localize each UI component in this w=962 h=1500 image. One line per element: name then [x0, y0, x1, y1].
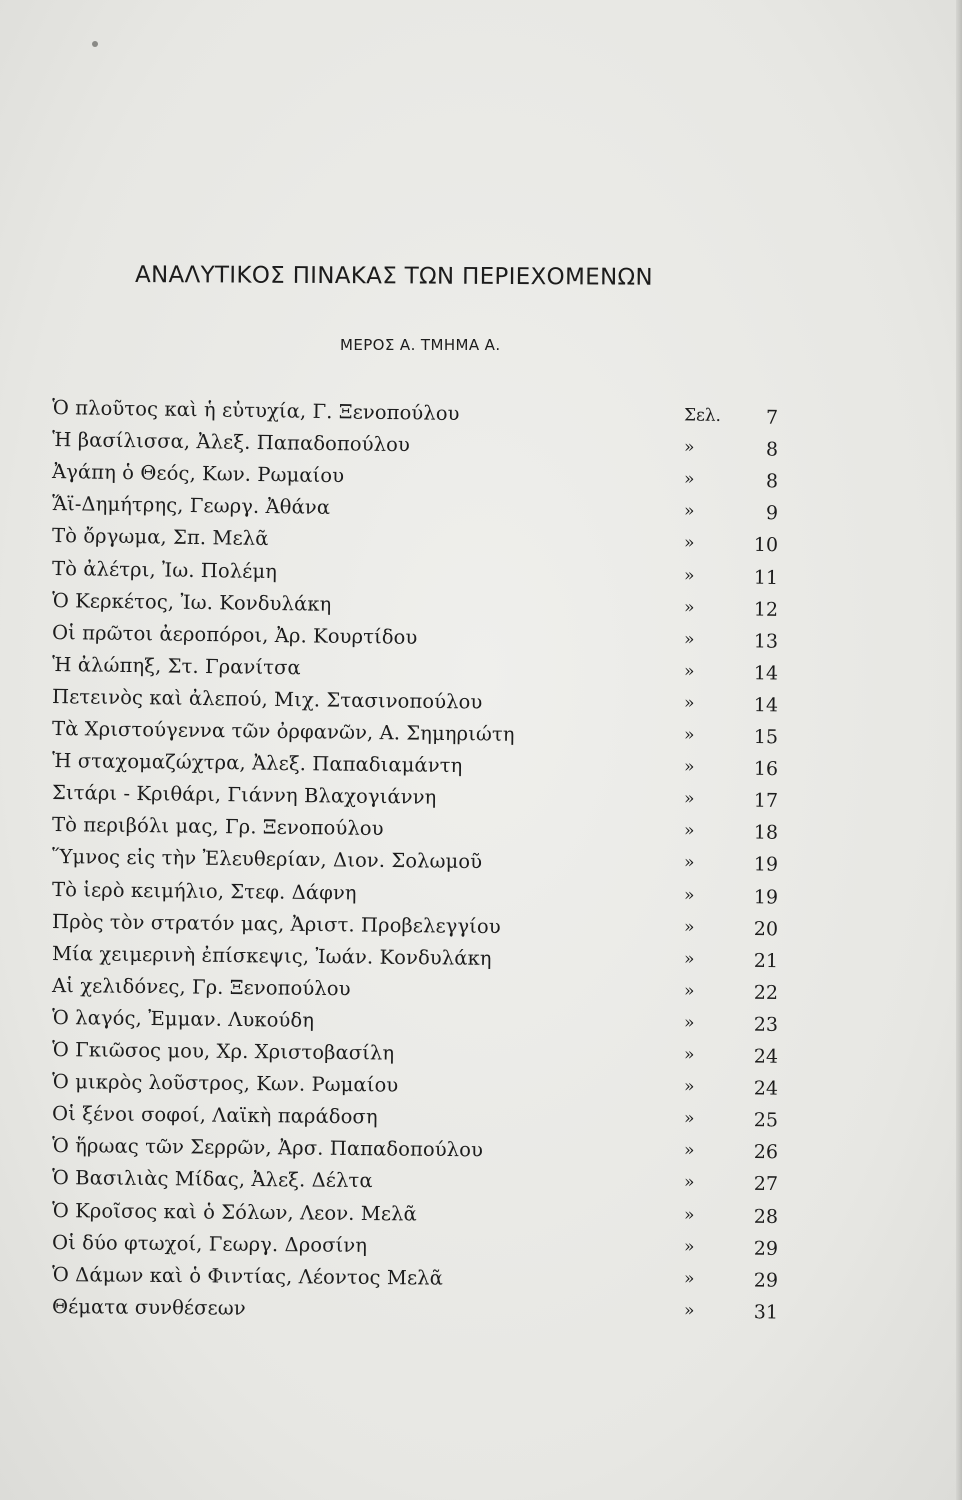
toc-entry-title: Τὸ ἀλέτρι, Ἰω. Πολέμη: [51, 556, 278, 583]
toc-entry-page-marker: »: [683, 1268, 695, 1289]
toc-entry-page-marker: Σελ.: [683, 405, 722, 426]
toc-entry-page-number: 24: [753, 1045, 779, 1068]
toc-entry-page-marker: »: [683, 1076, 695, 1097]
toc-entry-page-number: 11: [753, 566, 779, 589]
toc-entry-page-marker: »: [683, 469, 695, 490]
toc-entry-page-number: 13: [753, 630, 779, 653]
toc-entry-title: Πετεινὸς καὶ ἀλεπού, Μιχ. Στασινοπούλου: [51, 684, 483, 714]
toc-entry-page-marker: »: [683, 1204, 695, 1225]
toc-entry-page-marker: »: [683, 1172, 695, 1193]
toc-entry-title: Ἡ ἀλώπηξ, Στ. Γρανίτσα: [51, 652, 301, 680]
toc-entry-page-marker: »: [683, 501, 695, 522]
toc-entry-title: Ἀγάπη ὁ Θεός, Κων. Ρωμαίου: [51, 460, 345, 488]
toc-entry-title: Σιτάρι - Κριθάρι, Γιάννη Βλαχογιάννη: [51, 781, 437, 809]
toc-entry-page-marker: »: [683, 565, 695, 586]
toc-entry-page-number: 24: [753, 1077, 779, 1100]
toc-entry-page-number: 16: [753, 757, 779, 781]
toc-entry-page-number: 29: [753, 1269, 779, 1292]
toc-entry-title: Ὁ ἥρωας τῶν Σερρῶν, Ἀρσ. Παπαδοπούλου: [51, 1134, 484, 1162]
toc-entry-page-marker: »: [683, 533, 695, 554]
toc-entry-page-number: 19: [753, 853, 779, 877]
toc-entry-page-number: 20: [753, 917, 779, 940]
toc-entry-page-number: 22: [753, 981, 779, 1004]
toc-entry-page-marker: »: [683, 980, 695, 1001]
toc-entry-page-number: 23: [753, 1013, 779, 1036]
toc-entry-title: Ὁ μικρὸς λοῦστρος, Κων. Ρωμαίου: [51, 1070, 399, 1097]
toc-entry-page-number: 28: [753, 1205, 779, 1228]
toc-entry-page-number: 29: [753, 1237, 779, 1260]
toc-entry-title: Ὁ λαγός, Ἐμμαν. Λυκούδη: [51, 1005, 315, 1032]
toc-entry-page-number: 17: [753, 789, 779, 813]
section-subtitle: ΜΕΡΟΣ Α. ΤΜΗΜΑ Α.: [340, 336, 501, 354]
toc-entry-title: Αἱ χελιδόνες, Γρ. Ξενοπούλου: [51, 973, 351, 1001]
toc-entry-title: Μία χειμερινὴ ἐπίσκεψις, Ἰωάν. Κονδυλάκη: [51, 941, 492, 970]
toc-entry-page-number: 15: [753, 725, 779, 749]
toc-entry-title: Ὁ Κροῖσος καὶ ὁ Σόλων, Λεον. Μελᾶ: [51, 1198, 417, 1226]
toc-entry-page-marker: »: [683, 1236, 695, 1257]
toc-entry-page-number: 25: [753, 1109, 779, 1132]
toc-entry-page-number: 31: [753, 1301, 779, 1324]
toc-entry-title: Ὁ Κερκέτος, Ἰω. Κονδυλάκη: [51, 588, 332, 616]
toc-entry-title: Τὸ ἱερὸ κειμήλιο, Στεφ. Δάφνη: [51, 877, 357, 905]
toc-entry: [52, 1295, 792, 1334]
toc-entry-title: Ἡ βασίλισσα, Ἀλεξ. Παπαδοπούλου: [51, 428, 411, 457]
toc-entry-page-number: 9: [765, 502, 779, 525]
toc-entry-page-marker: »: [683, 884, 695, 906]
toc-entry-page-marker: »: [683, 788, 695, 810]
toc-entry-page-marker: »: [683, 820, 695, 842]
toc-entry-title: Θέματα συνθέσεων: [51, 1294, 246, 1320]
toc-entry-page-marker: »: [683, 1300, 695, 1321]
toc-entry-page-marker: »: [683, 437, 695, 458]
toc-entry-page-marker: »: [683, 852, 695, 874]
toc-entry-page-number: 7: [765, 406, 779, 429]
toc-entry-title: Τὰ Χριστούγεννα τῶν ὀρφανῶν, Α. Σημηριώτη: [51, 717, 515, 746]
toc-entry-title: Ὁ Δάμων καὶ ὁ Φιντίας, Λέοντος Μελᾶ: [51, 1262, 444, 1290]
toc-entry-title: Ἅϊ-Δημήτρης, Γεωργ. Ἀθάνα: [51, 492, 331, 520]
toc-entry-page-number: 12: [753, 598, 779, 621]
toc-entry-title: Οἱ πρῶτοι ἀεροπόροι, Ἀρ. Κουρτίδου: [51, 620, 418, 649]
toc-entry-page-marker: »: [683, 725, 695, 746]
toc-entry-page-number: 8: [765, 470, 779, 493]
toc-entry-title: Ἡ σταχομαζώχτρα, Ἀλεξ. Παπαδιαμάντη: [51, 749, 463, 778]
toc-entry-title: Τὸ ὄργωμα, Σπ. Μελᾶ: [51, 524, 269, 551]
toc-entry-page-marker: »: [683, 597, 695, 618]
toc-entry-page-marker: »: [683, 661, 695, 682]
toc-entry-title: Τὸ περιβόλι μας, Γρ. Ξενοπούλου: [51, 813, 384, 841]
toc-entry-page-marker: »: [683, 693, 695, 714]
toc-entry-page-number: 18: [753, 821, 779, 845]
toc-entry-page-number: 19: [753, 885, 779, 908]
toc-entry-title: Οἱ ξένοι σοφοί, Λαϊκὴ παράδοση: [51, 1102, 378, 1129]
toc-entry-page-marker: »: [683, 948, 695, 969]
toc-entry-page-number: 21: [753, 949, 779, 972]
toc-entry-page-number: 10: [753, 534, 779, 557]
toc-entry-title: Ὁ πλοῦτος καὶ ἡ εὐτυχία, Γ. Ξενοπούλου: [51, 396, 460, 426]
toc-entry-page-number: 26: [753, 1141, 779, 1164]
toc-entry-page-number: 14: [753, 662, 779, 685]
toc-entry-page-marker: »: [683, 1108, 695, 1129]
toc-entry-page-number: 14: [753, 693, 779, 717]
toc-entry-title: Ὁ Βασιλιὰς Μίδας, Ἀλεξ. Δέλτα: [51, 1166, 373, 1193]
toc-entry-page-marker: »: [683, 1044, 695, 1065]
toc-entry-page-marker: »: [683, 757, 695, 778]
toc-entry-page-number: 27: [753, 1173, 779, 1196]
page-title: ΑΝΑΛΥΤΙΚΟΣ ΠΙΝΑΚΑΣ ΤΩΝ ΠΕΡΙΕΧΟΜΕΝΩΝ: [134, 262, 653, 291]
toc-entry-page-marker: »: [683, 1012, 695, 1033]
toc-entry-page-marker: »: [683, 1140, 695, 1161]
toc-entry-title: Ὕμνος εἰς τὴν Ἐλευθερίαν, Διον. Σολωμοῦ: [51, 845, 483, 874]
toc-entry-title: Οἱ δύο φτωχοί, Γεωργ. Δροσίνη: [51, 1230, 368, 1257]
toc-entry-title: Ὁ Γκιῶσος μου, Χρ. Χριστοβασίλη: [51, 1038, 395, 1065]
toc-entry-page-marker: »: [683, 916, 695, 937]
toc-entry-title: Πρὸς τὸν στρατόν μας, Ἀριστ. Προβελεγγίου: [51, 909, 501, 938]
toc-entry-page-number: 8: [765, 438, 779, 461]
toc-entry-page-marker: »: [683, 629, 695, 650]
